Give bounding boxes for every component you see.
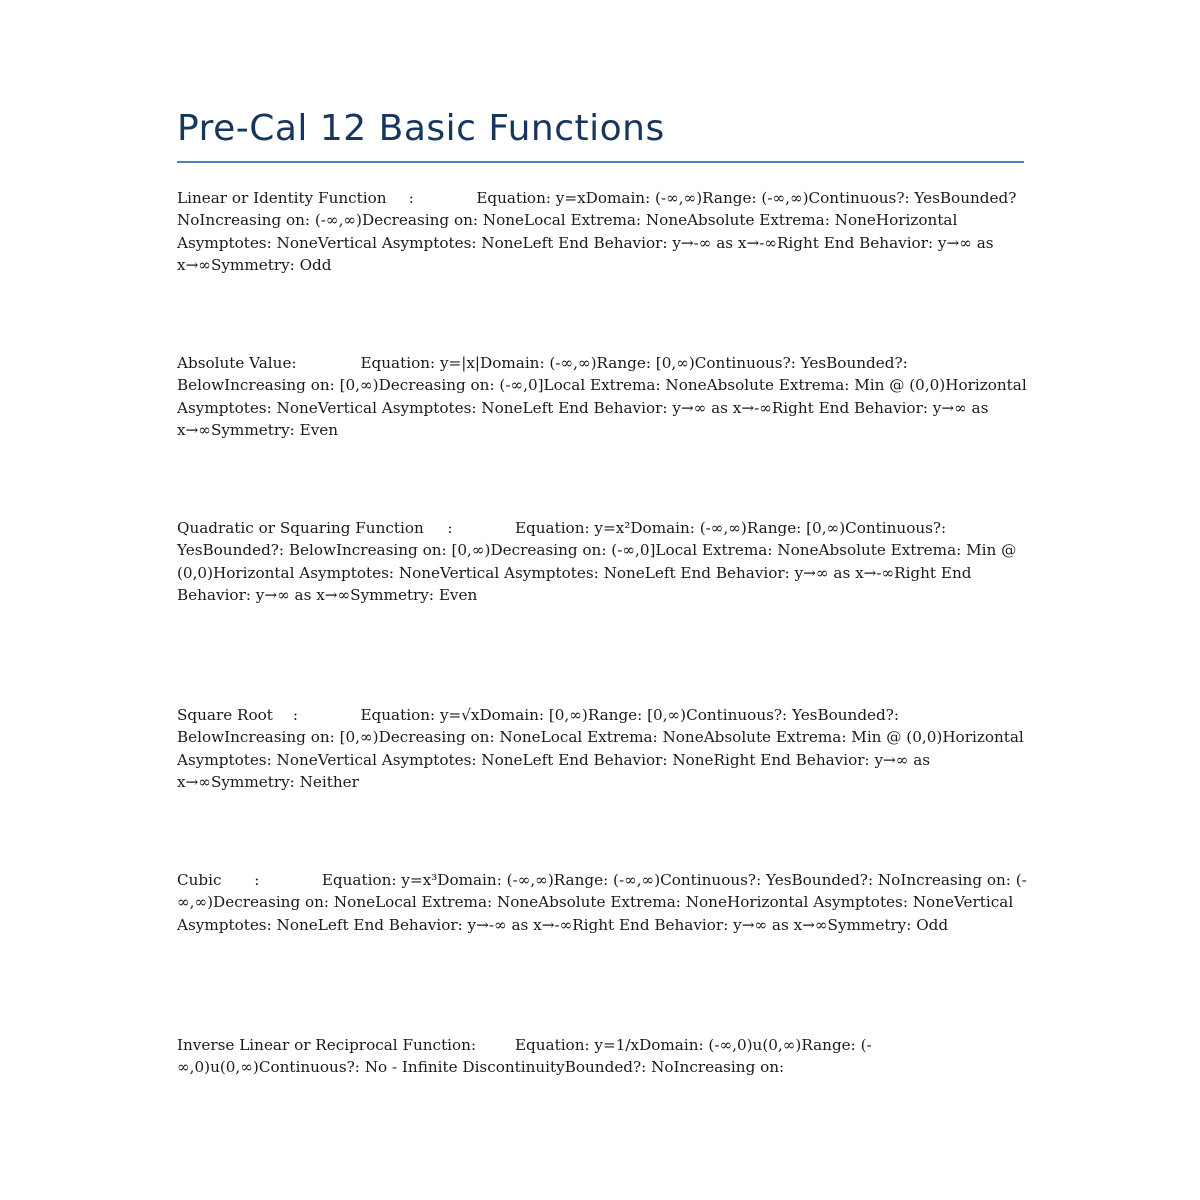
function-entry-linear: Linear or Identity Function : Equation: y=xDomain: (-∞,∞)Range: (-∞,∞)Continuous?: YesBounded? NoIncreasing on: (-∞,∞)Decreasing on: NoneLocal Extrema: NoneAbsolute Extrema: NoneHorizontal Asymptotes: NoneVertical Asymptotes: NoneLeft End Behavior: y→-∞ as x→-∞Right End Behavior: y→∞ as x→∞Symmetry: Odd <box>177 189 1022 275</box>
function-entry-square-root: Square Root : Equation: y=√xDomain: [0,∞)Range: [0,∞)Continuous?: YesBounded?: BelowIncreasing on: [0,∞)Decreasing on: NoneLocal Extrema: NoneAbsolute Extrema: Min @ (0,0)Horizontal Asymptotes: NoneVertical Asymptotes: NoneLeft End Behavior: NoneRight End Behavior: y→∞ as x→∞Symmetry: Neither <box>177 706 1029 792</box>
page-title: Pre-Cal 12 Basic Functions <box>177 108 665 149</box>
function-entry-reciprocal: Inverse Linear or Reciprocal Function: Equation: y=1/xDomain: (-∞,0)u(0,∞)Range: (-∞,0)u(0,∞)Continuous?: No - Infinite DiscontinuityBounded?: NoIncreasing on: <box>177 1036 872 1077</box>
function-entry-absolute-value: Absolute Value: Equation: y=|x|Domain: (-∞,∞)Range: [0,∞)Continuous?: YesBounded?: BelowIncreasing on: [0,∞)Decreasing on: (-∞,0]Local Extrema: NoneAbsolute Extrema: Min @ (0,0)Horizontal Asymptotes: NoneVertical Asymptotes: NoneLeft End Behavior: y→∞ as x→-∞Right End Behavior: y→∞ as x→∞Symmetry: Even <box>177 354 1032 440</box>
function-entry-cubic: Cubic : Equation: y=x³Domain: (-∞,∞)Range: (-∞,∞)Continuous?: YesBounded?: NoIncreasing on: (-∞,∞)Decreasing on: NoneLocal Extrema: NoneAbsolute Extrema: NoneHorizontal Asymptotes: NoneVertical Asymptotes: NoneLeft End Behavior: y→-∞ as x→-∞Right End Behavior: y→∞ as x→∞Symmetry: Odd <box>177 871 1027 934</box>
function-entry-quadratic: Quadratic or Squaring Function : Equation: y=x²Domain: (-∞,∞)Range: [0,∞)Continuous?: YesBounded?: BelowIncreasing on: [0,∞)Decreasing on: (-∞,0]Local Extrema: NoneAbsolute Extrema: Min @ (0,0)Horizontal Asymptotes: NoneVertical Asymptotes: NoneLeft End Behavior: y→∞ as x→-∞Right End Behavior: y→∞ as x→∞Symmetry: Even <box>177 519 1022 605</box>
title-underline <box>177 161 1024 163</box>
